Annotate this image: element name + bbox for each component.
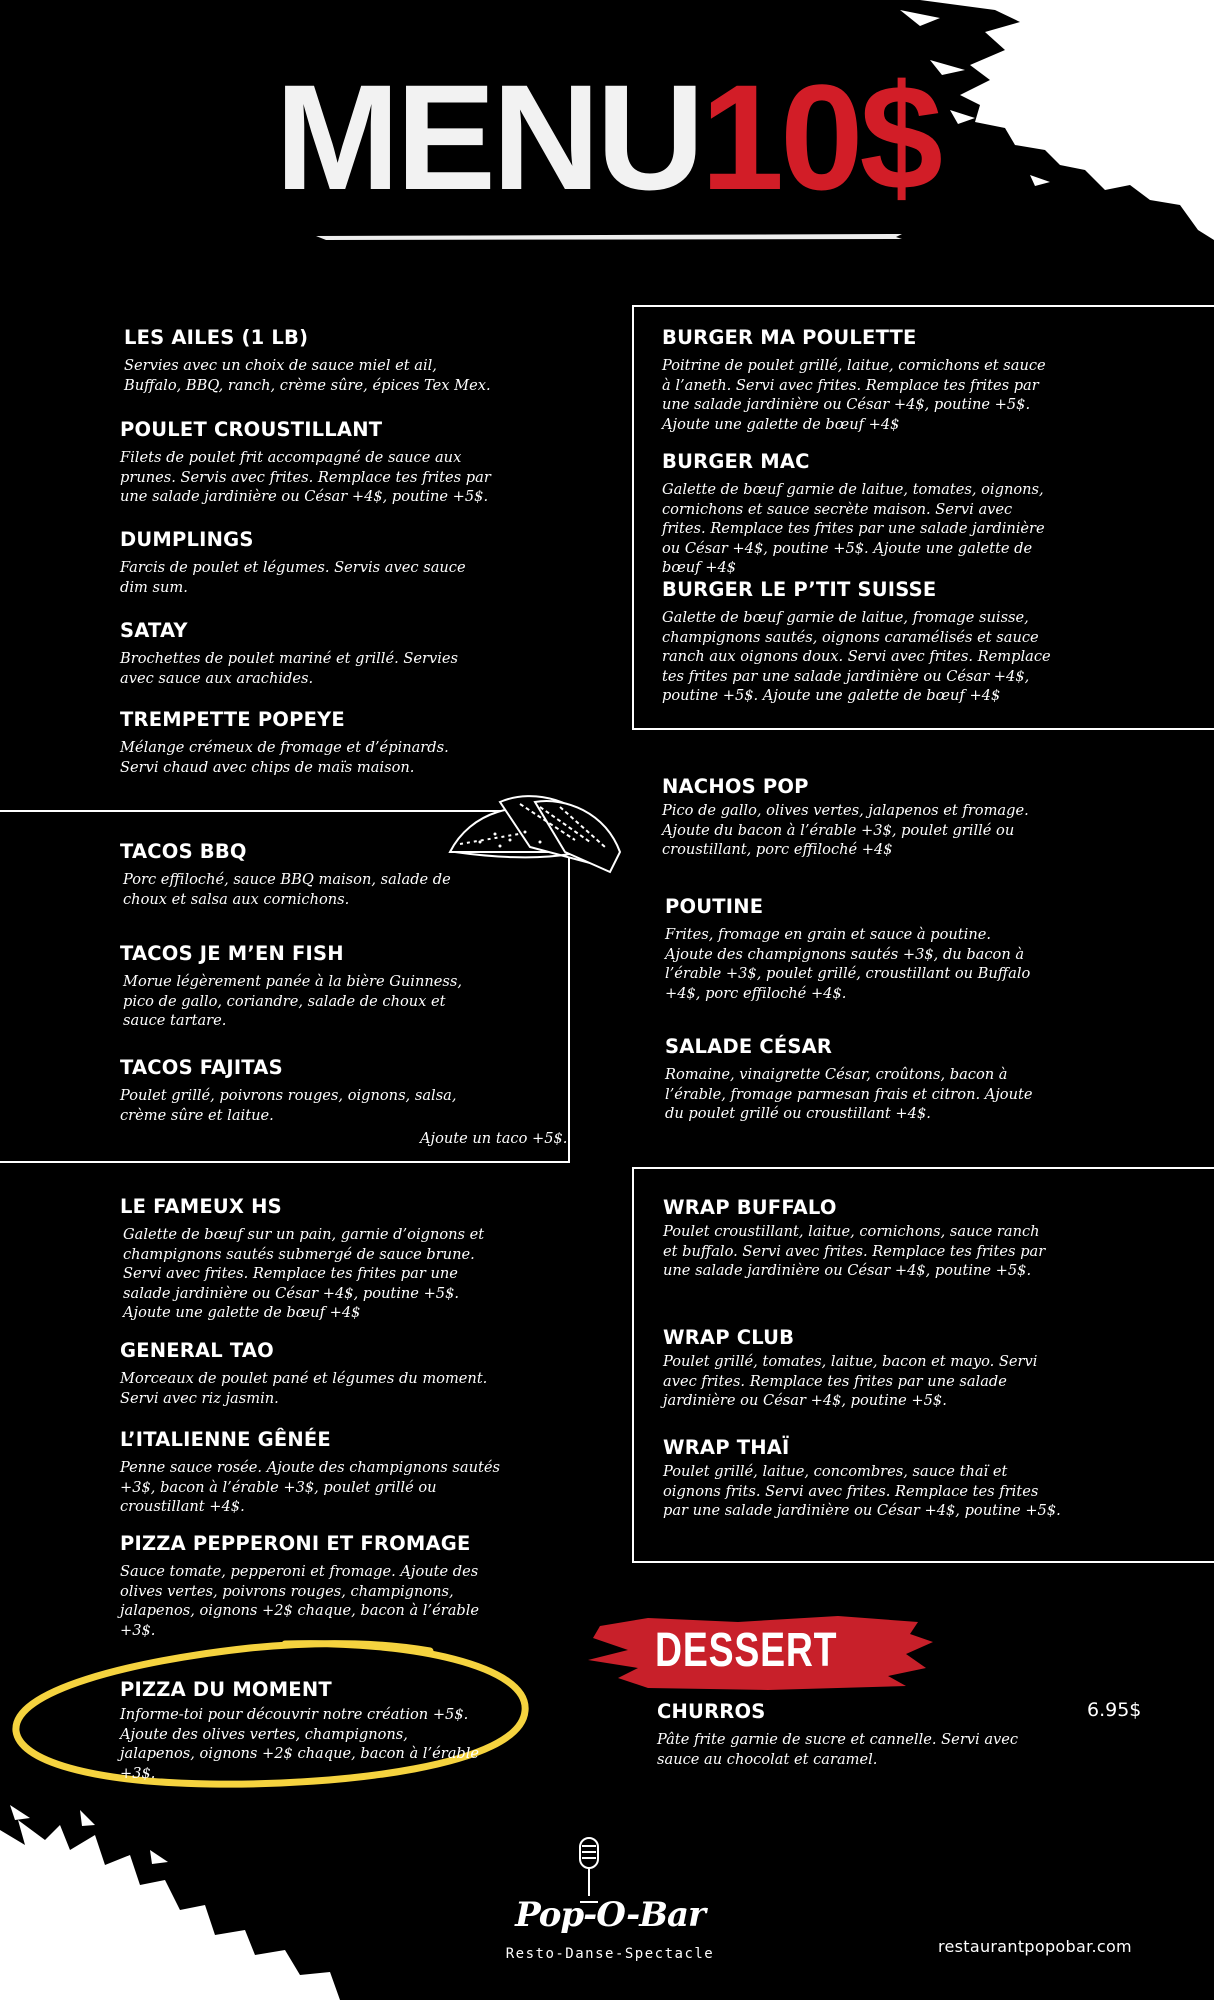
menu-item	[120, 418, 500, 507]
menu-title-word: MENU	[275, 53, 701, 221]
item-description: Sauce tomate, pepperoni et fromage. Ajoute des olives vertes, poivrons rouges, champignons, jalapenos, oignons +2$ chaque, bacon à l’érable +3$.	[120, 1563, 480, 1639]
item-name: WRAP THAÏ	[663, 1436, 790, 1459]
dessert-heading: DESSERT	[655, 1624, 838, 1677]
menu-item-featured	[120, 1678, 480, 1783]
menu-item	[663, 1196, 1048, 1281]
item-description: Galette de bœuf garnie de laitue, fromage suisse, champignons sautés, oignons caramélisés et sauce ranch aux oignons doux. Servi avec frites. Remplace tes frites par une salade jardinière ou César +4$, poutine +5$. Ajoute une galette de bœuf +4$	[662, 609, 1051, 704]
item-description: Frites, fromage en grain et sauce à poutine. Ajoute des champignons sautés +3$, du bacon à l’érable +3$, poulet grillé, croustillant ou Buffalo +4$, porc effiloché +4$.	[665, 926, 1031, 1002]
title-underline	[316, 232, 902, 241]
item-name: TACOS FAJITAS	[120, 1056, 283, 1079]
menu-item	[120, 1428, 505, 1517]
menu-item	[124, 326, 494, 395]
menu-item	[120, 708, 490, 777]
item-description: Pico de gallo, olives vertes, jalapenos et fromage. Ajoute du bacon à l’érable +3$, poulet grillé ou croustillant, porc effiloché +4$	[662, 802, 1029, 858]
menu-item	[662, 326, 1052, 434]
item-description: Poulet grillé, tomates, laitue, bacon et mayo. Servi avec frites. Remplace tes frites par une salade jardinière ou César +4$, poutine +5$.	[663, 1353, 1038, 1409]
item-name: WRAP BUFFALO	[663, 1196, 837, 1219]
menu-item	[120, 942, 480, 1031]
item-name: CHURROS	[657, 1700, 766, 1723]
item-name: GENERAL TAO	[120, 1339, 274, 1362]
logo-tagline: Resto-Danse-Spectacle	[505, 1946, 715, 1962]
item-description: Filets de poulet frit accompagné de sauce aux prunes. Servis avec frites. Remplace tes frites par une salade jardinière ou César +4$, poutine +5$.	[120, 449, 491, 505]
item-description: Brochettes de poulet mariné et grillé. Servies avec sauce aux arachides.	[120, 650, 459, 687]
item-description: Poulet croustillant, laitue, cornichons, sauce ranch et buffalo. Servi avec frites. Remplace tes frites par une salade jardinière ou César +4$, poutine +5$.	[663, 1223, 1046, 1279]
menu-item	[662, 578, 1052, 706]
item-name: LE FAMEUX HS	[120, 1195, 282, 1218]
item-name: TACOS JE M’EN FISH	[120, 942, 344, 965]
item-name: PIZZA PEPPERONI ET FROMAGE	[120, 1532, 471, 1555]
menu-item	[120, 1532, 505, 1640]
item-description: Poulet grillé, poivrons rouges, oignons, salsa, crème sûre et laitue.	[120, 1087, 457, 1124]
menu-item	[662, 775, 1037, 860]
item-name: PIZZA DU MOMENT	[120, 1678, 332, 1701]
item-description: Servies avec un choix de sauce miel et ail, Buffalo, BBQ, ranch, crème sûre, épices Tex Mex.	[124, 357, 491, 394]
item-name: BURGER MAC	[662, 450, 810, 473]
menu-item	[665, 895, 1040, 1003]
item-name: WRAP CLUB	[663, 1326, 795, 1349]
item-name: NACHOS POP	[662, 775, 809, 798]
menu-title	[0, 53, 1214, 221]
item-description: Morue légèrement panée à la bière Guinness, pico de gallo, coriandre, salade de choux et sauce tartare.	[123, 973, 463, 1029]
item-description: Romaine, vinaigrette César, croûtons, bacon à l’érable, fromage parmesan frais et citron. Ajoute du poulet grillé ou croustillant +4$.	[665, 1066, 1033, 1122]
item-name: BURGER LE P’TIT SUISSE	[662, 578, 937, 601]
item-description: Farcis de poulet et légumes. Servis avec sauce dim sum.	[120, 559, 466, 596]
item-name: SATAY	[120, 619, 188, 642]
item-name: POUTINE	[665, 895, 764, 918]
menu-item	[657, 1700, 1057, 1769]
item-price: 6.95$	[1087, 1699, 1142, 1721]
item-name: TACOS BBQ	[120, 840, 247, 863]
menu-item	[663, 1436, 1063, 1521]
logo: Pop-O-Bar	[515, 1895, 705, 1935]
item-description: Poitrine de poulet grillé, laitue, cornichons et sauce à l’aneth. Servi avec frites. Remplace tes frites par une salade jardinière ou César +4$, poutine +5$. Ajoute une galette de bœuf +4$	[662, 357, 1046, 433]
menu-item	[120, 840, 490, 909]
item-name: LES AILES (1 LB)	[124, 326, 309, 349]
item-description: Porc effiloché, sauce BBQ maison, salade de choux et salsa aux cornichons.	[123, 871, 451, 908]
website-link[interactable]: restaurantpopobar.com	[938, 1937, 1132, 1956]
item-description: Morceaux de poulet pané et légumes du moment. Servi avec riz jasmin.	[120, 1370, 488, 1407]
item-description: Penne sauce rosée. Ajoute des champignons sautés +3$, bacon à l’érable +3$, poulet grillé ou croustillant +4$.	[120, 1459, 500, 1515]
item-description: Mélange crémeux de fromage et d’épinards. Servi chaud avec chips de maïs maison.	[120, 739, 449, 776]
menu-item	[120, 1056, 490, 1125]
menu-item	[120, 1339, 490, 1408]
item-name: TREMPETTE POPEYE	[120, 708, 345, 731]
menu-item	[120, 619, 490, 688]
item-name: BURGER MA POULETTE	[662, 326, 917, 349]
menu-item	[665, 1035, 1050, 1124]
menu-item	[120, 1195, 505, 1323]
item-name: DUMPLINGS	[120, 528, 254, 551]
menu-title-price: 10$	[700, 53, 939, 221]
item-description: Galette de bœuf garnie de laitue, tomates, oignons, cornichons et sauce secrète maison. Servi avec frites. Remplace tes frites par une salade jardinière ou César +4$, poutine +5$. Ajoute une galette de bœuf +4$	[662, 481, 1045, 576]
item-description: Pâte frite garnie de sucre et cannelle. Servi avec sauce au chocolat et caramel.	[657, 1731, 1019, 1768]
item-name: L’ITALIENNE GÊNÉE	[120, 1428, 331, 1451]
menu-item	[662, 450, 1052, 578]
item-description: Galette de bœuf sur un pain, garnie d’oignons et champignons sautés submergé de sauce brune. Servi avec frites. Remplace tes frites par une salade jardinière ou César +4$, poutine +5$. Ajoute une galette de bœuf +4$	[123, 1226, 485, 1321]
menu-item	[120, 528, 490, 597]
item-description: Informe-toi pour découvrir notre création +5$. Ajoute des olives vertes, champignons, jalapenos, oignons +2$ chaque, bacon à l’érable +3$.	[120, 1706, 480, 1782]
item-name: SALADE CÉSAR	[665, 1035, 833, 1058]
item-description: Poulet grillé, laitue, concombres, sauce thaï et oignons frits. Servi avec frites. Remplace tes frites par une salade jardinière ou César +4$, poutine +5$.	[663, 1463, 1061, 1519]
tacos-note: Ajoute un taco +5$.	[420, 1130, 568, 1147]
brush-decoration-bottom-left	[0, 1790, 340, 2000]
menu-item	[663, 1326, 1048, 1411]
item-name: POULET CROUSTILLANT	[120, 418, 383, 441]
